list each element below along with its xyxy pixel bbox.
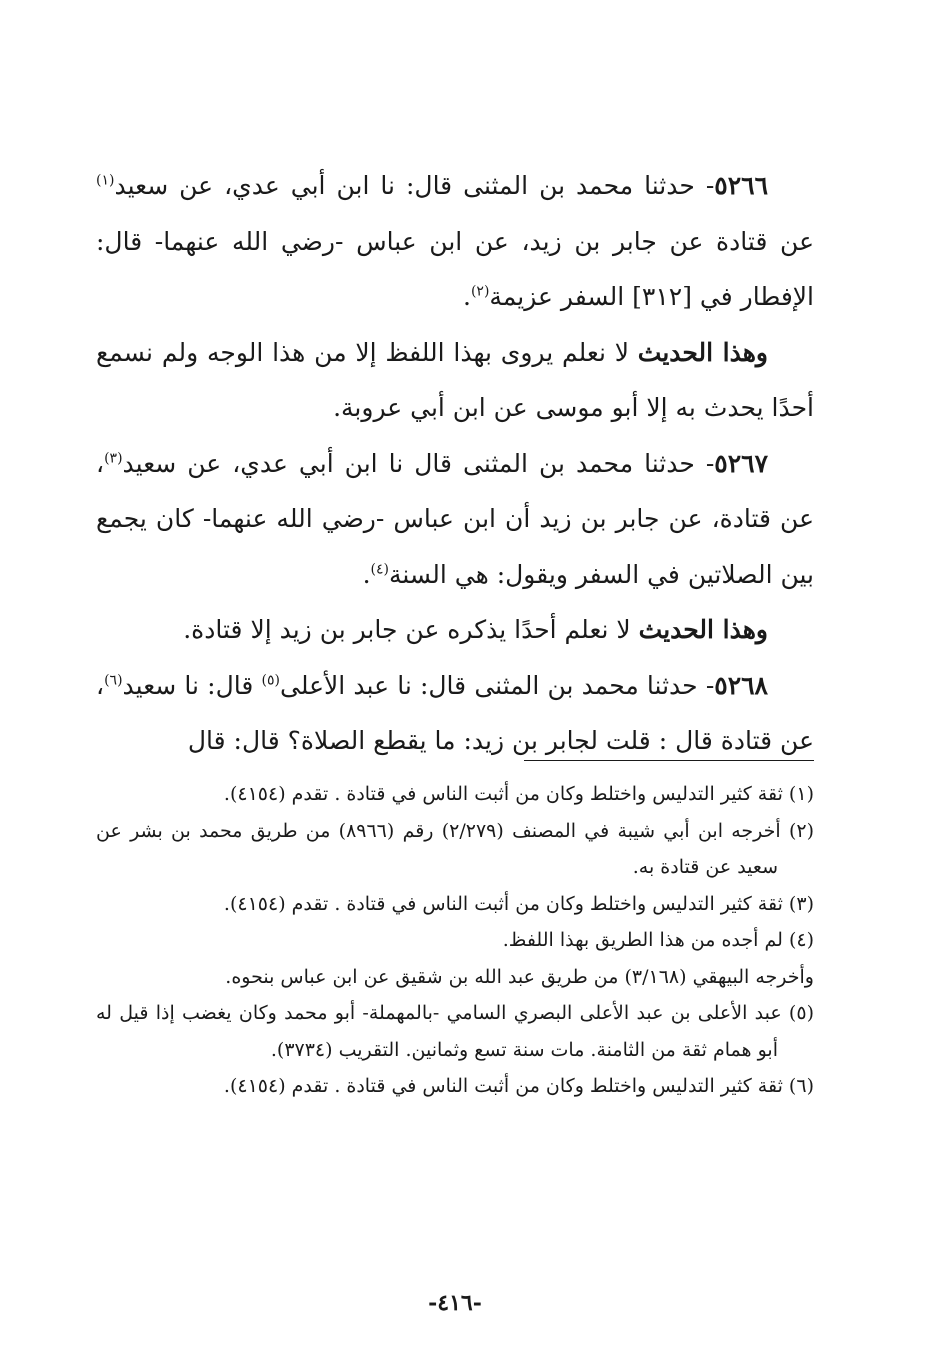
footnote: (٦) ثقة كثير التدليس واختلط وكان من أثبت الناس في قتادة . تقدم (٤١٥٤). bbox=[223, 1075, 814, 1097]
commentary bbox=[96, 602, 814, 658]
hadith-text: قال: نا سعيد bbox=[122, 670, 262, 700]
commentary-text: لا نعلم يروى بهذا اللفظ إلا من هذا الوجه ولم نسمع أحدًا يحدث به إلا أبو موسى عن ابن أبي عروبة. bbox=[96, 337, 814, 422]
hadith-entry bbox=[96, 658, 814, 769]
hadith-number: ٥٢٦٨ bbox=[714, 670, 768, 700]
commentary-text: لا نعلم أحدًا يذكره عن جابر بن زيد إلا قتادة. bbox=[183, 615, 639, 644]
page-number: -٤١٦- bbox=[428, 1290, 482, 1316]
footnote: (٤) لم أجده من هذا الطريق بهذا اللفظ. bbox=[502, 929, 814, 951]
footnote-marker: (١) bbox=[96, 172, 115, 189]
footnotes bbox=[96, 776, 814, 1105]
footnote-marker: (٤) bbox=[370, 561, 389, 578]
hadith-text: . bbox=[362, 559, 371, 589]
hadith-number: ٥٢٦٦ bbox=[714, 171, 768, 200]
hadith-text: - حدثنا محمد بن المثنى قال: نا ابن أبي عدي، عن سعيد bbox=[114, 171, 715, 200]
footnote: (١) ثقة كثير التدليس واختلط وكان من أثبت الناس في قتادة . تقدم (٤١٥٤). bbox=[223, 783, 814, 805]
footnote-marker: (٣) bbox=[104, 450, 123, 467]
commentary-lead: وهذا الحديث bbox=[638, 615, 768, 644]
footnote: (٥) عبد الأعلى بن عبد الأعلى البصري السامي -بالمهملة- أبو محمد وكان يغضب إذا قيل له أبو همام ثقة من الثامنة. مات سنة تسع وثمانين. التقريب (٣٧٣٤). bbox=[96, 1002, 814, 1061]
commentary-lead: وهذا الحديث bbox=[637, 337, 768, 367]
hadith-entry bbox=[96, 436, 814, 603]
footnote-marker: (٢) bbox=[470, 283, 490, 300]
hadith-text: عن قتادة عن جابر بن زيد، عن ابن عباس -رضي الله عنهما- قال: الإفطار في [٣١٢] السفر عزيمة bbox=[96, 226, 814, 311]
footnote-separator bbox=[524, 760, 814, 761]
footnote-marker: (٥) bbox=[261, 672, 280, 689]
hadith-text: . bbox=[463, 282, 471, 311]
document-page bbox=[96, 0, 814, 1370]
commentary bbox=[96, 325, 814, 436]
footnote-marker: (٦) bbox=[104, 672, 123, 689]
hadith-text: - حدثنا محمد بن المثنى قال: نا عبد الأعلى bbox=[280, 670, 715, 700]
hadith-text: - حدثنا محمد بن المثنى قال نا ابن أبي عدي، عن سعيد bbox=[122, 448, 715, 478]
footnote-continuation: وأخرجه البيهقي (٣/١٦٨) من طريق عبد الله بن شقيق عن ابن عباس بنحوه. bbox=[225, 965, 814, 988]
hadith-number: ٥٢٦٧ bbox=[714, 448, 768, 478]
main-text bbox=[96, 158, 814, 769]
hadith-entry bbox=[96, 158, 814, 325]
footnote: (٣) ثقة كثير التدليس واختلط وكان من أثبت الناس في قتادة . تقدم (٤١٥٤). bbox=[223, 892, 814, 915]
hadith-text: ، عن قتادة قال : قلت لجابر بن زيد: ما يقطع الصلاة؟ قال: قال bbox=[96, 670, 814, 755]
footnote: (٢) أخرجه ابن أبي شيبة في المصنف (٢/٢٧٩) رقم (٨٩٦٦) من طريق محمد بن بشر عن سعيد عن قتادة به. bbox=[96, 819, 815, 878]
hadith-text: ، عن قتادة، عن جابر بن زيد أن ابن عباس -رضي الله عنهما- كان يجمع بين الصلاتين في السفر ويقول: هي السنة bbox=[96, 448, 814, 589]
